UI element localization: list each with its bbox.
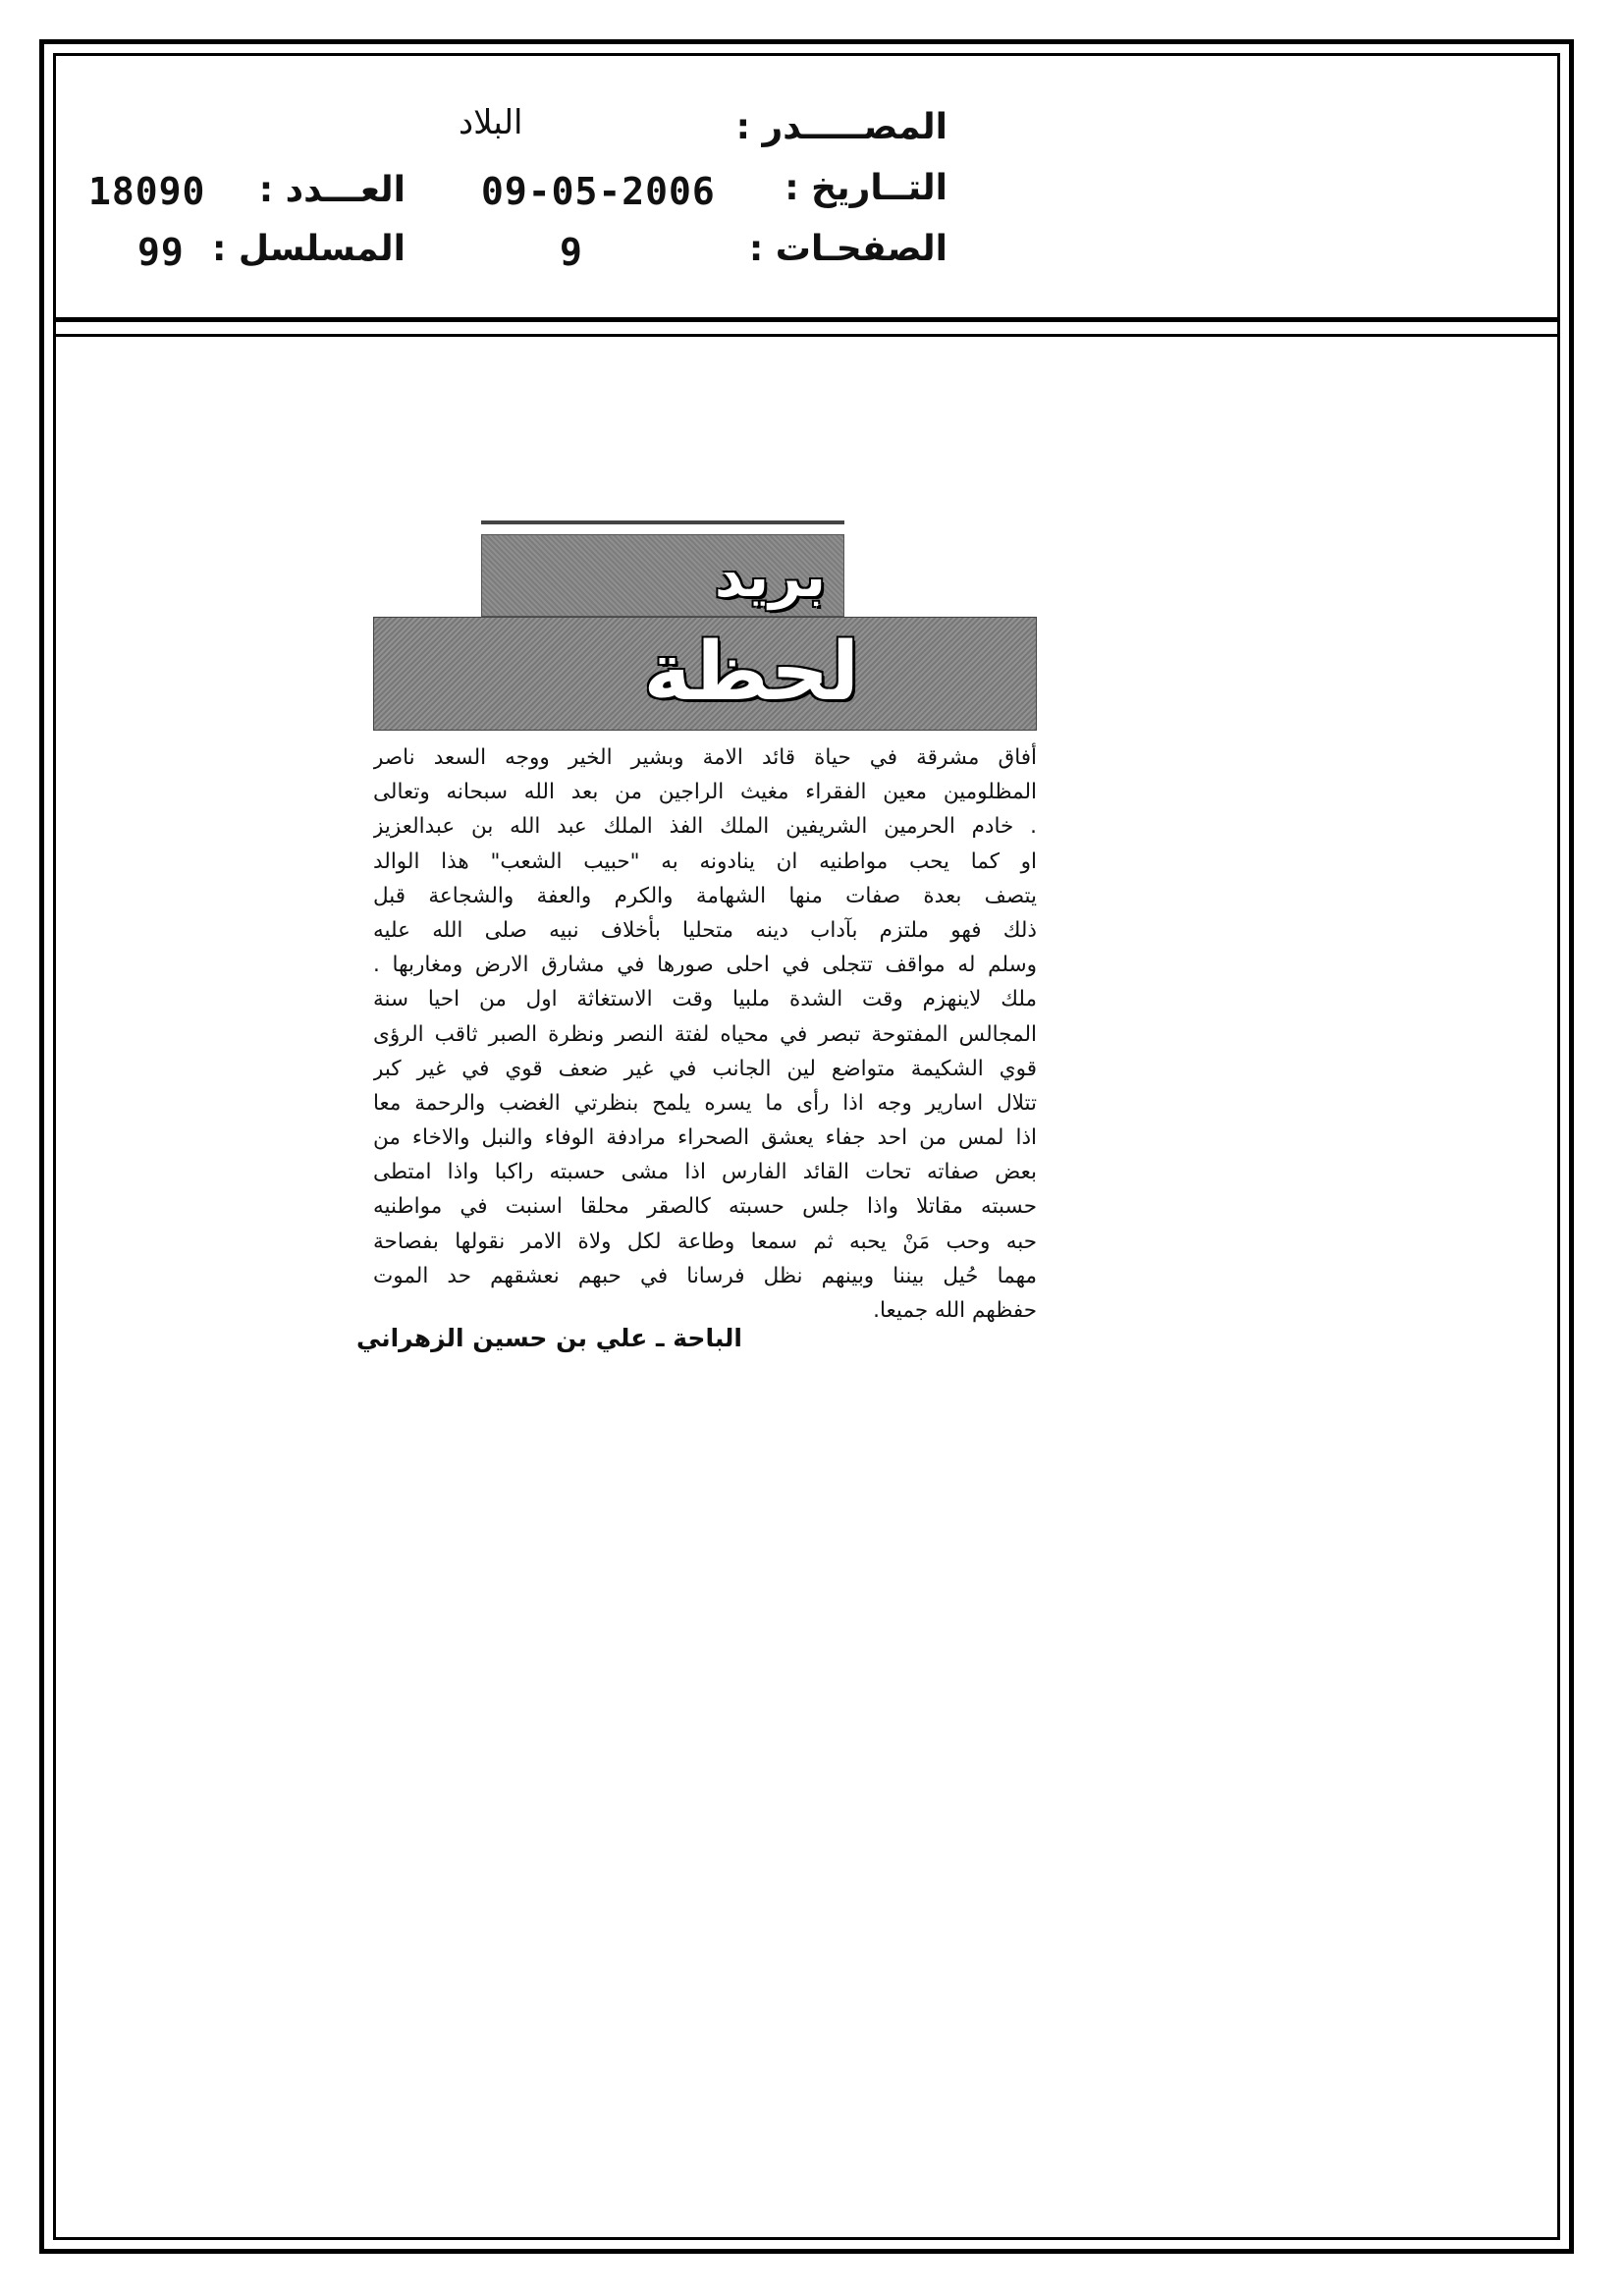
serial-value: 99 <box>137 231 185 274</box>
header-divider-secondary <box>53 334 1560 337</box>
article-clipping <box>355 520 1041 1385</box>
article-line: المجالس المفتوحة تبصر في محياه لفتة النصر ونظرة الصبر ثاقب الرؤى <box>373 1021 1037 1047</box>
article-line: بعض صفاته تحات القائد الفارس اذا مشى حسبته راكبا واذا امتطى <box>373 1160 1037 1185</box>
pages-label: الصفحـات : <box>748 229 947 269</box>
article-line: اذا لمس من احد جفاء يعشق الصحراء مرادفة الوفاء والنبل والاخاء من <box>373 1125 1037 1151</box>
article-line: حسبته مقاتلا واذا جلس حسبته كالصقر محلقا اسنبت في مواطنيه <box>373 1194 1037 1220</box>
article-line: قوي الشكيمة متواضع لين الجانب في غير ضعف قوي في غير كبر <box>373 1056 1037 1081</box>
issue-label: العـــدد : <box>258 170 406 210</box>
article-line: يتصف بعدة صفات منها الشهامة والكرم والعفة والشجاعة قبل <box>373 883 1037 908</box>
date-value: 09-05-2006 <box>481 170 716 213</box>
article-line: تتلال اسارير وجه اذا رأى ما يسره يلمح بنظرتي الغضب والرحمة معا <box>373 1090 1037 1116</box>
title-banner <box>373 617 1037 731</box>
article-line: أفاق مشرقة في حياة قائد الامة وبشير الخير ووجه السعد ناصر <box>373 745 1037 770</box>
article-body <box>373 740 1037 1328</box>
article-title: لحظة <box>643 626 859 719</box>
article-line: ملك لاينهزم وقت الشدة ملبيا وقت الاستغاثة اول من احيا سنة <box>373 987 1037 1012</box>
source-label: المصـــــدر : <box>735 107 947 147</box>
section-banner <box>481 534 844 617</box>
article-line: وسلم له مواقف تتجلى في احلى صورها في مشارق الارض ومغاربها . <box>373 953 1037 978</box>
article-byline: الباحة ـ علي بن حسين الزهراني <box>355 1324 742 1352</box>
source-value: البلاد <box>459 103 523 142</box>
article-line: . خادم الحرمين الشريفين الملك الفذ الملك عبد الله بن عبدالعزيز <box>373 814 1037 840</box>
issue-value: 18090 <box>88 170 206 213</box>
title-rule <box>481 520 844 524</box>
article-line: حبه وحب مَنْ يحبه ثم سمعا وطاعة لكل ولاة الامر نقولها بفصاحة <box>373 1229 1037 1254</box>
article-line: حفظهم الله جميعا. <box>873 1298 1037 1323</box>
date-label: التــاريخ : <box>784 168 947 208</box>
pages-value: 9 <box>560 231 583 274</box>
header-divider <box>53 317 1560 322</box>
article-line: ذلك فهو ملتزم بآداب دينه متحليا بأخلاف نبيه صلى الله عليه <box>373 917 1037 943</box>
article-line: او كما يحب مواطنيه ان ينادونه به "حبيب الشعب" هذا الوالد <box>373 848 1037 874</box>
article-line: مهما حُيل بيننا وبينهم نظل فرسانا في حبهم نعشقهم حد الموت <box>373 1263 1037 1288</box>
section-heading: بريد <box>714 543 826 610</box>
article-line: المظلومين معين الفقراء مغيث الراجين من بعد الله سبحانه وتعالى <box>373 780 1037 805</box>
serial-label: المسلسل : <box>211 229 406 269</box>
